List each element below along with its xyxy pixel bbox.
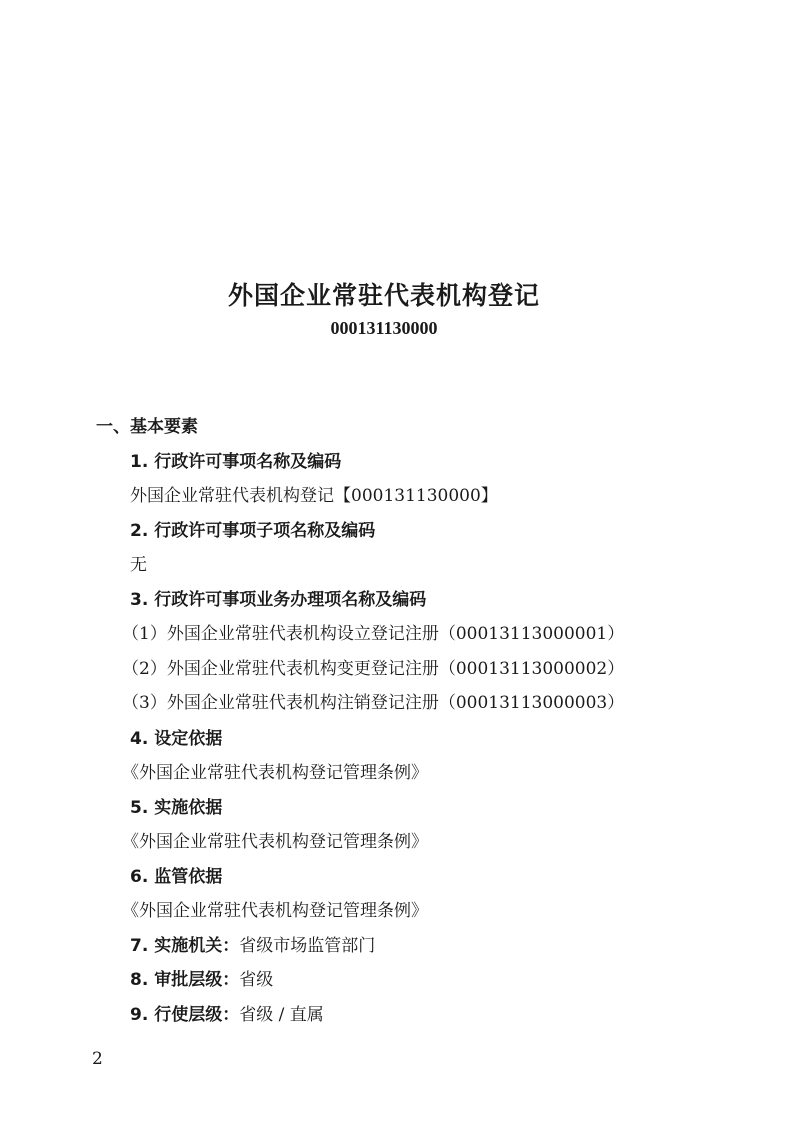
item9-value: 省级 / 直属 [239,1005,324,1025]
item3-value-1: （1）外国企业常驻代表机构设立登记注册（00013113000001） [122,624,625,644]
item6-label: 6. 监管依据 [130,867,223,887]
item4-label: 4. 设定依据 [130,729,223,749]
page-number: 2 [92,1049,103,1069]
item9-label: 9. 行使层级： [130,1005,240,1025]
item3-value-3: （3）外国企业常驻代表机构注销登记注册（00013113000003） [122,693,625,713]
item3-label: 3. 行政许可事项业务办理项名称及编码 [130,590,427,610]
item1-value: 外国企业常驻代表机构登记【000131130000】 [130,486,498,506]
item5-label: 5. 实施依据 [130,798,223,818]
item6-value: 《外国企业常驻代表机构登记管理条例》 [122,901,428,921]
item7-row [130,935,375,957]
item2-value: 无 [130,555,147,575]
item7-label: 7. 实施机关： [130,936,240,956]
item1-label: 1. 行政许可事项名称及编码 [130,452,342,472]
item5-value: 《外国企业常驻代表机构登记管理条例》 [122,832,428,852]
item7-value: 省级市场监管部门 [239,936,376,956]
item-code: 000131130000 [330,318,438,338]
item9-row [130,1004,324,1026]
item8-label: 8. 审批层级： [130,970,240,990]
item8-row [130,969,273,991]
item8-value: 省级 [239,970,274,990]
item2-label: 2. 行政许可事项子项名称及编码 [130,521,376,541]
section-heading: 一、基本要素 [96,417,198,437]
page-title: 外国企业常驻代表机构登记 [227,281,540,310]
item3-value-2: （2）外国企业常驻代表机构变更登记注册（00013113000002） [122,659,625,679]
item4-value: 《外国企业常驻代表机构登记管理条例》 [122,763,428,783]
